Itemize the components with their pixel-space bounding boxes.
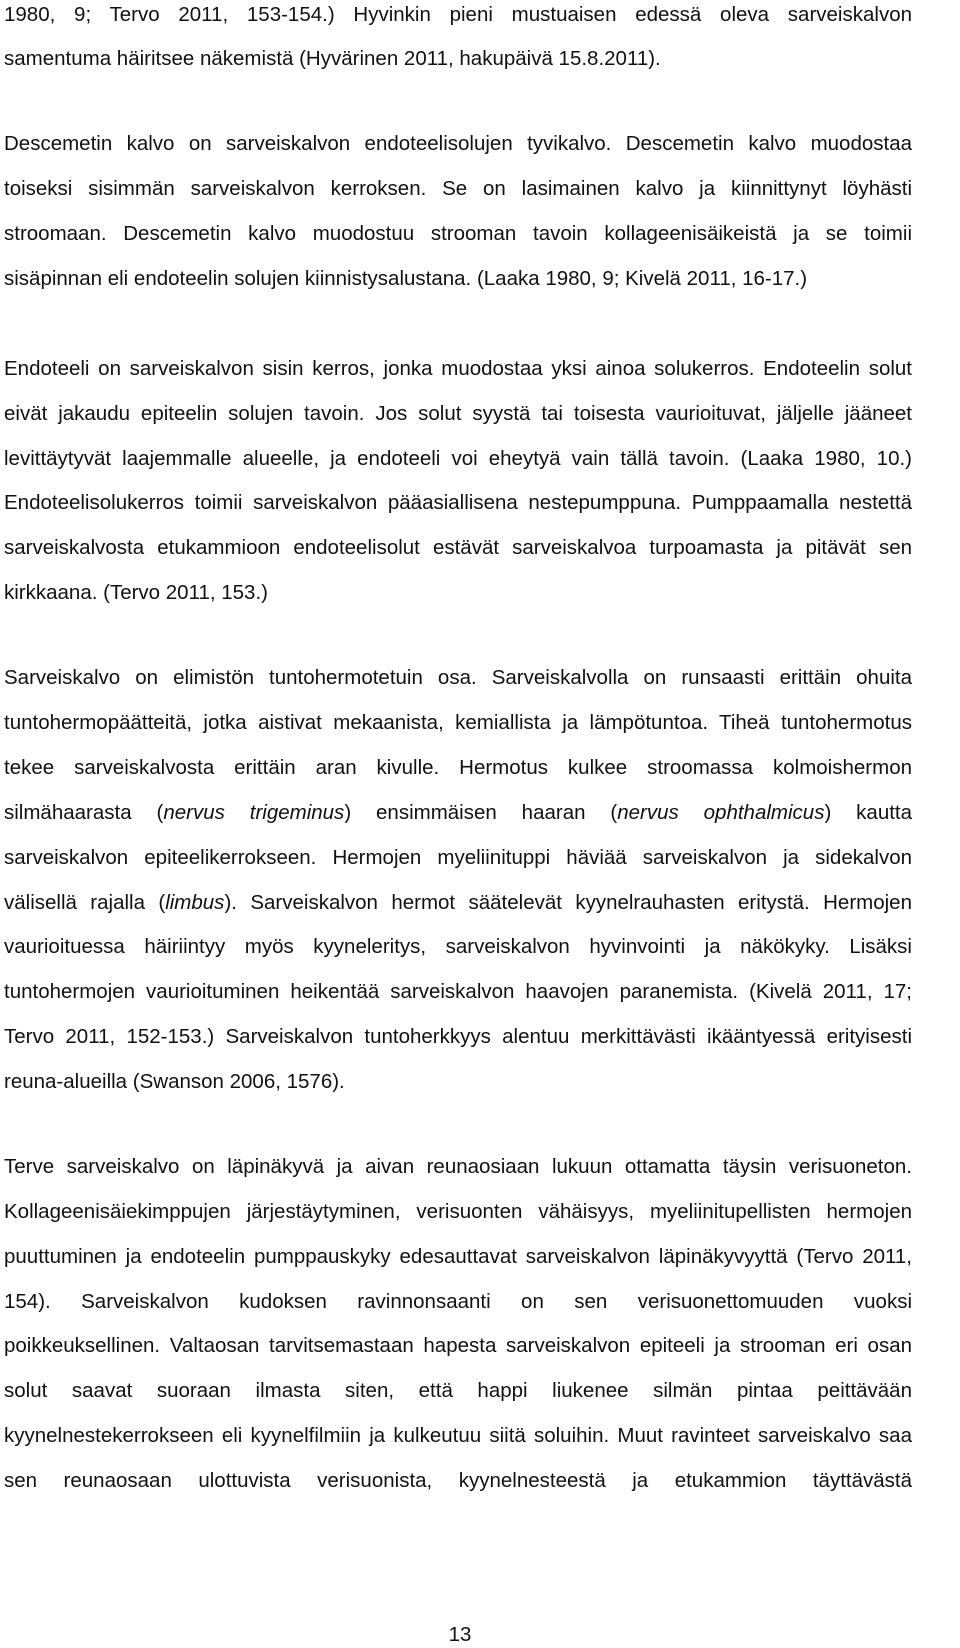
- text-line: sisäpinnan eli endoteelin solujen kiinnistysalustana. (Laaka 1980, 9; Kivelä 2011, 16-17.): [4, 267, 808, 290]
- text-line: sarveiskalvon epiteelikerrokseen. Hermojen myeliinituppi häviää sarveiskalvon ja sidekalvon: [4, 846, 912, 869]
- text-line: Descemetin kalvo on sarveiskalvon endoteelisolujen tyvikalvo. Descemetin kalvo muodostaa: [4, 132, 912, 155]
- text-line: eivät jakaudu epiteelin solujen tavoin. Jos solut syystä tai toisesta vaurioituvat, jäljelle jääneet: [4, 402, 912, 425]
- text-line: kirkkaana. (Tervo 2011, 153.): [4, 581, 268, 604]
- text-line: reuna-alueilla (Swanson 2006, 1576).: [4, 1070, 345, 1093]
- text-line: välisellä rajalla (limbus). Sarveiskalvon hermot säätelevät kyynelrauhasten eritystä. Hermojen: [4, 891, 912, 914]
- text-line: sarveiskalvosta etukammioon endoteelisolut estävät sarveiskalvoa turpoamasta ja pitävät sen: [4, 536, 912, 559]
- page-number: 13: [448, 1623, 472, 1646]
- text-line: Tervo 2011, 152-153.) Sarveiskalvon tuntoherkkyys alentuu merkittävästi ikääntyessä erityisesti: [4, 1025, 912, 1048]
- text-line: toiseksi sisimmän sarveiskalvon kerroksen. Se on lasimainen kalvo ja kiinnittynyt löyhästi: [4, 177, 912, 200]
- text-line: poikkeuksellinen. Valtaosan tarvitsemastaan hapesta sarveiskalvon epiteeli ja strooman eri osan: [4, 1334, 912, 1357]
- text-line: samentuma häiritsee näkemistä (Hyvärinen 2011, hakupäivä 15.8.2011).: [4, 47, 661, 70]
- text-line: vaurioituessa häiriintyy myös kyyneleritys, sarveiskalvon hyvinvointi ja näkökyky. Lisäksi: [4, 935, 912, 958]
- text-line: Kollageenisäiekimppujen järjestäytyminen, verisuonten vähäisyys, myeliinitupellisten hermojen: [4, 1200, 912, 1223]
- text-line: tuntohermojen vaurioituminen heikentää sarveiskalvon haavojen paranemista. (Kivelä 2011, 17;: [4, 980, 912, 1003]
- text-line: Endoteeli on sarveiskalvon sisin kerros, jonka muodostaa yksi ainoa solukerros. Endoteelin solut: [4, 357, 912, 380]
- text-line: Terve sarveiskalvo on läpinäkyvä ja aivan reunaosiaan lukuun ottamatta täysin verisuoneton.: [4, 1155, 912, 1178]
- text-line: 154). Sarveiskalvon kudoksen ravinnonsaanti on sen verisuonettomuuden vuoksi: [4, 1290, 912, 1313]
- text-line: kyynelnestekerrokseen eli kyynelfilmiin ja kulkeutuu siitä soluihin. Muut ravinteet sarveiskalvo saa: [4, 1424, 912, 1447]
- text-line: stroomaan. Descemetin kalvo muodostuu strooman tavoin kollageenisäikeistä ja se toimii: [4, 222, 912, 245]
- text-line: tuntohermopäätteitä, jotka aistivat mekaanista, kemiallista ja lämpötuntoa. Tiheä tuntohermotus: [4, 711, 912, 734]
- text-line: Endoteelisolukerros toimii sarveiskalvon pääasiallisena nestepumppuna. Pumppaamalla nestettä: [4, 491, 912, 514]
- text-line: levittäytyvät laajemmalle alueelle, ja endoteeli voi eheytyä vain tällä tavoin. (Laaka 1980, 10.): [4, 447, 912, 470]
- text-line: tekee sarveiskalvosta erittäin aran kivulle. Hermotus kulkee stroomassa kolmoishermon: [4, 756, 912, 779]
- text-line: sen reunaosaan ulottuvista verisuonista, kyynelnesteestä ja etukammion täyttävästä: [4, 1469, 912, 1492]
- text-line: Sarveiskalvo on elimistön tuntohermotetuin osa. Sarveiskalvolla on runsaasti erittäin ohuita: [4, 666, 912, 689]
- text-line: solut saavat suoraan ilmasta siten, että happi liukenee silmän pintaa peittävään: [4, 1379, 912, 1402]
- text-line: 1980, 9; Tervo 2011, 153-154.) Hyvinkin pieni mustuaisen edessä oleva sarveiskalvon: [4, 3, 912, 26]
- text-line: silmähaarasta (nervus trigeminus) ensimmäisen haaran (nervus ophthalmicus) kautta: [4, 801, 912, 824]
- text-line: puuttuminen ja endoteelin pumppauskyky edesauttavat sarveiskalvon läpinäkyvyyttä (Tervo 2011,: [4, 1245, 912, 1268]
